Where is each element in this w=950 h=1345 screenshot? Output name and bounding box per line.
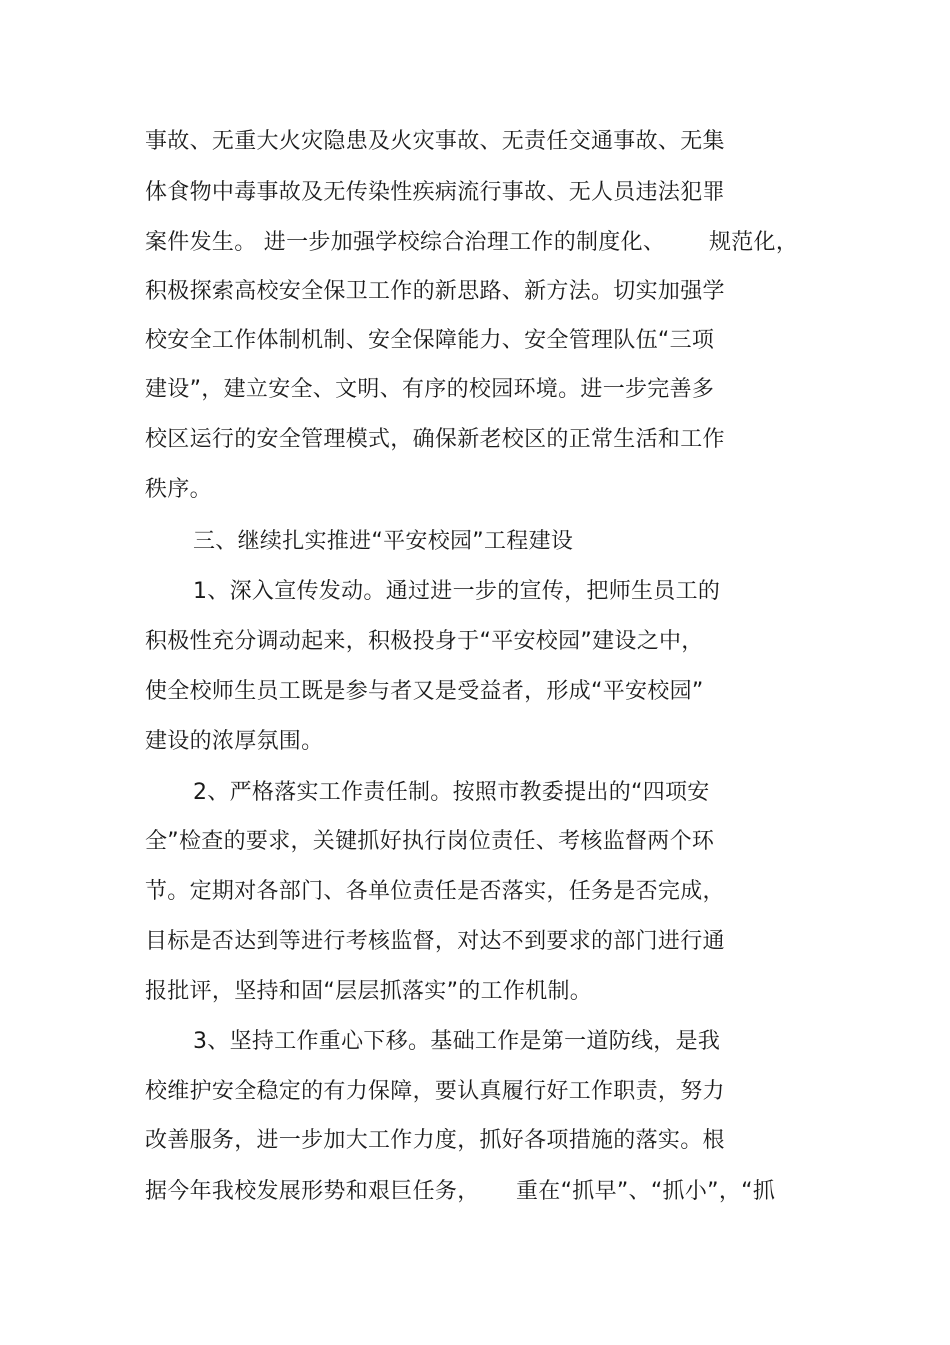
text-line: 积极性充分调动起来，积极投身于“平安校园”建设之中， — [145, 629, 704, 654]
text-line: 建设”，建立安全、文明、有序的校园环境。进一步完善多 — [145, 377, 715, 402]
text-line: 校维护安全稳定的有力保障，要认真履行好工作职责，努力 — [145, 1079, 725, 1104]
paragraph-start: 3、坚持工作重心下移。基础工作是第一道防线，是我 — [193, 1029, 721, 1054]
text-line: 校安全工作体制机制、安全保障能力、安全管理队伍“三项 — [145, 328, 715, 353]
text-line: 使全校师生员工既是参与者又是受益者，形成“平安校园” — [145, 679, 704, 704]
text-line: 全”检查的要求，关键抓好执行岗位责任、考核监督两个环 — [145, 829, 715, 854]
text-line: 报批评，坚持和固“层层抓落实”的工作机制。 — [145, 979, 593, 1004]
paragraph-start: 2、严格落实工作责任制。按照市教委提出的“四项安 — [193, 780, 710, 805]
section-heading: 三、继续扎实推进“平安校园”工程建设 — [193, 529, 574, 554]
text-line: 秩序。 — [145, 477, 212, 502]
text-line: 事故、无重大火灾隐患及火灾事故、无责任交通事故、无集 — [145, 129, 725, 154]
paragraph-start: 1、深入宣传发动。通过进一步的宣传，把师生员工的 — [193, 579, 721, 604]
text-line: 据今年我校发展形势和艰巨任务， 重在“抓早”、“抓小”，“抓 — [145, 1179, 776, 1204]
text-line: 改善服务，进一步加大工作力度，抓好各项措施的落实。根 — [145, 1128, 725, 1153]
text-line: 目标是否达到等进行考核监督，对达不到要求的部门进行通 — [145, 929, 725, 954]
text-line: 建设的浓厚氛围。 — [145, 729, 324, 754]
text-line: 校区运行的安全管理模式，确保新老校区的正常生活和工作 — [145, 427, 725, 452]
text-line: 节。定期对各部门、各单位责任是否落实，任务是否完成， — [145, 879, 725, 904]
text-line: 体食物中毒事故及无传染性疾病流行事故、无人员违法犯罪 — [145, 180, 725, 205]
text-line: 积极探索高校安全保卫工作的新思路、新方法。切实加强学 — [145, 279, 725, 304]
text-line: 案件发生。 进一步加强学校综合治理工作的制度化、 规范化， — [145, 230, 799, 255]
